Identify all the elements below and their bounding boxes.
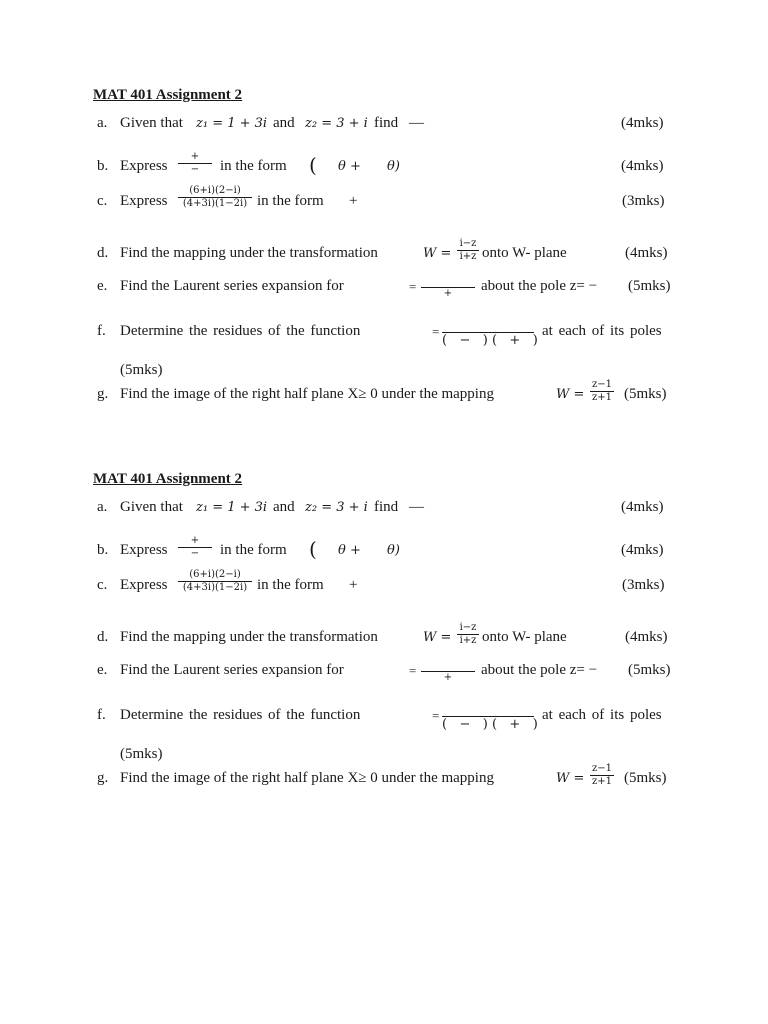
equals-sign: =	[432, 324, 440, 339]
z2-expression: z₂ = 3 + i	[305, 116, 368, 131]
question-c	[0, 569, 768, 601]
marks-label: (5mks)	[628, 662, 671, 678]
fraction	[457, 622, 479, 647]
fraction	[590, 379, 614, 404]
question-text: Express	[120, 542, 168, 558]
question-text: Express	[120, 158, 168, 174]
fraction-denominator: z+1	[591, 776, 612, 787]
question-f	[0, 707, 768, 731]
marks-label: (4mks)	[621, 499, 664, 515]
question-text: Determine the residues of the function	[120, 323, 361, 339]
fraction-numerator	[442, 322, 534, 333]
question-b	[0, 535, 768, 566]
z1-expression: z₁ = 1 + 3i	[196, 500, 268, 515]
fraction-denominator: +	[443, 672, 453, 683]
fraction-numerator: i−z	[457, 238, 479, 251]
question-text: Find the image of the right half plane X≥ 0 under the mapping	[120, 770, 494, 786]
fraction-denominator: −	[190, 164, 200, 175]
marks-label: (5mks)	[120, 746, 163, 762]
conjunction-text: and	[273, 499, 295, 515]
fraction-numerator: z−1	[592, 763, 613, 774]
form-text: in the form	[220, 158, 287, 174]
equals-sign: =	[409, 279, 417, 294]
question-label: c.	[97, 193, 108, 209]
equals-sign: =	[409, 663, 417, 678]
fraction-numerator: +	[178, 151, 212, 164]
question-text: Determine the residues of the function	[120, 707, 361, 723]
open-paren: (	[309, 153, 317, 177]
question-label: a.	[97, 499, 108, 515]
question-label: g.	[97, 770, 109, 786]
marks-label: (4mks)	[625, 245, 668, 261]
fraction	[421, 277, 475, 300]
tail-text: about the pole z= −	[481, 278, 598, 294]
form-text: in the form	[257, 193, 324, 209]
question-f	[0, 323, 768, 347]
fraction-numerator: (6+i)(2−i)	[178, 185, 252, 198]
theta-term: θ)	[387, 543, 400, 558]
fraction-dash: —	[409, 115, 424, 131]
question-g	[0, 379, 768, 410]
fraction-numerator: i−z	[457, 622, 479, 635]
question-f-marks	[0, 362, 768, 386]
w-expression: W =	[423, 630, 452, 645]
fraction-denominator: (4+3i)(1−2i)	[182, 582, 248, 593]
fraction-denominator: (4+3i)(1−2i)	[182, 198, 248, 209]
fraction-denominator: ( − ) ( + )	[442, 717, 538, 732]
tail-text: about the pole z= −	[481, 662, 598, 678]
find-text: find	[374, 115, 399, 131]
w-expression: W =	[556, 387, 585, 402]
fraction-denominator: ( − ) ( + )	[442, 333, 538, 348]
assignment-block-2	[0, 472, 768, 856]
fraction-numerator	[421, 277, 475, 288]
marks-label: (3mks)	[622, 577, 665, 593]
question-b	[0, 151, 768, 182]
fraction-numerator: +	[178, 535, 212, 548]
z2-expression: z₂ = 3 + i	[305, 500, 368, 515]
fraction	[421, 661, 475, 684]
tail-text: at each of its poles	[542, 323, 662, 339]
marks-label: (4mks)	[625, 629, 668, 645]
fraction	[442, 706, 538, 733]
conjunction-text: and	[273, 115, 295, 131]
tail-text: onto W- plane	[482, 245, 567, 261]
question-label: g.	[97, 386, 109, 402]
fraction	[178, 151, 212, 176]
question-e	[0, 662, 768, 686]
question-d	[0, 622, 768, 653]
question-text: Find the Laurent series expansion for	[120, 662, 344, 678]
form-text: in the form	[220, 542, 287, 558]
question-label: f.	[97, 707, 106, 723]
fraction	[457, 238, 479, 263]
question-label: f.	[97, 323, 106, 339]
question-a	[0, 115, 768, 139]
marks-label: (4mks)	[621, 115, 664, 131]
theta-term: θ +	[338, 159, 361, 174]
marks-label: (5mks)	[120, 362, 163, 378]
open-paren: (	[309, 537, 317, 561]
plus-sign: +	[349, 193, 358, 209]
fraction-denominator: i+z	[459, 635, 477, 646]
marks-label: (3mks)	[622, 193, 665, 209]
question-text: Express	[120, 193, 168, 209]
fraction-numerator: z−1	[592, 379, 613, 390]
fraction-numerator	[442, 706, 534, 717]
fraction	[178, 185, 252, 210]
form-text: in the form	[257, 577, 324, 593]
question-label: b.	[97, 542, 109, 558]
w-expression: W =	[556, 771, 585, 786]
marks-label: (5mks)	[624, 386, 667, 402]
tail-text: onto W- plane	[482, 629, 567, 645]
marks-label: (4mks)	[621, 542, 664, 558]
fraction	[178, 569, 252, 594]
question-text: Express	[120, 577, 168, 593]
equals-sign: =	[432, 708, 440, 723]
question-e	[0, 278, 768, 302]
question-text: Find the mapping under the transformation	[120, 629, 378, 645]
fraction-numerator: (6+i)(2−i)	[178, 569, 252, 582]
question-label: d.	[97, 629, 109, 645]
question-label: e.	[97, 662, 108, 678]
question-label: a.	[97, 115, 108, 131]
fraction-dash: —	[409, 499, 424, 515]
assignment-title: MAT 401 Assignment 2	[93, 87, 243, 103]
question-c	[0, 185, 768, 217]
fraction-denominator: z+1	[591, 392, 612, 403]
question-text: Find the Laurent series expansion for	[120, 278, 344, 294]
question-text: Given that	[120, 115, 183, 131]
w-expression: W =	[423, 246, 452, 261]
question-g	[0, 763, 768, 794]
z1-expression: z₁ = 1 + 3i	[196, 116, 268, 131]
question-text: Given that	[120, 499, 183, 515]
question-label: c.	[97, 577, 108, 593]
fraction	[178, 535, 212, 560]
find-text: find	[374, 499, 399, 515]
assignment-block-1	[0, 88, 768, 472]
question-label: e.	[97, 278, 108, 294]
question-text: Find the image of the right half plane X≥ 0 under the mapping	[120, 386, 494, 402]
question-text: Find the mapping under the transformation	[120, 245, 378, 261]
theta-term: θ +	[338, 543, 361, 558]
question-f-marks	[0, 746, 768, 770]
question-a	[0, 499, 768, 523]
question-d	[0, 238, 768, 269]
fraction-denominator: +	[443, 288, 453, 299]
fraction	[442, 322, 538, 349]
assignment-title: MAT 401 Assignment 2	[93, 471, 243, 487]
fraction-denominator: i+z	[459, 251, 477, 262]
marks-label: (5mks)	[624, 770, 667, 786]
plus-sign: +	[349, 577, 358, 593]
fraction	[590, 763, 614, 788]
tail-text: at each of its poles	[542, 707, 662, 723]
marks-label: (5mks)	[628, 278, 671, 294]
question-label: b.	[97, 158, 109, 174]
question-label: d.	[97, 245, 109, 261]
marks-label: (4mks)	[621, 158, 664, 174]
theta-term: θ)	[387, 159, 400, 174]
fraction-denominator: −	[190, 548, 200, 559]
fraction-numerator	[421, 661, 475, 672]
